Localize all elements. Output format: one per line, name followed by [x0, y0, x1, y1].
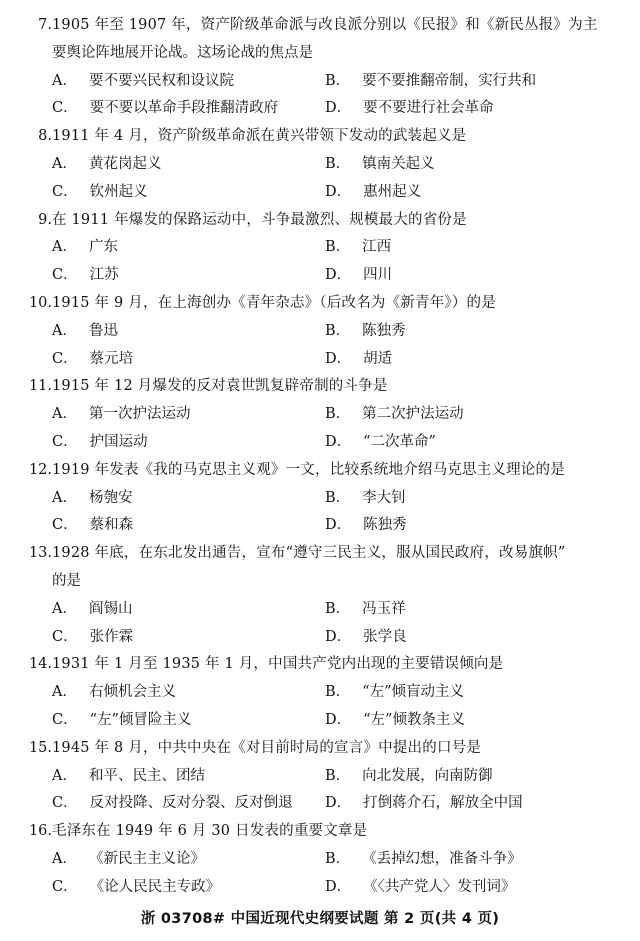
option-c [52, 429, 148, 457]
page-footer: 浙 03708# 中国近现代史纲要试题 第 2 页(共 4 页) [140, 911, 500, 927]
option-letter: B． [325, 239, 351, 256]
option-text: 《〈共产党人〉发刊词》 [363, 878, 516, 895]
option-text: 要不要推翻帝制，实行共和 [362, 72, 537, 89]
option-letter: B． [325, 155, 351, 172]
option-letter: A． [52, 322, 77, 339]
option-letter: C． [52, 183, 78, 200]
question-item [0, 540, 640, 651]
options-row [0, 874, 640, 902]
question-number: 14. [28, 656, 52, 673]
option-b [325, 401, 464, 429]
question-stem-text: 要舆论阵地展开论战。这场论战的焦点是 [52, 44, 313, 61]
option-letter: D． [325, 628, 352, 645]
question-stem-text: 1915 年 12 月爆发的反对袁世凯复辟帝制的斗争是 [52, 378, 388, 395]
option-d [325, 874, 515, 902]
option-letter: A． [52, 72, 77, 89]
option-text: 鲁迅 [88, 322, 118, 339]
option-d [325, 429, 436, 457]
option-b [325, 763, 493, 791]
option-b [325, 68, 536, 96]
option-a [52, 485, 132, 513]
option-letter: A． [52, 850, 77, 867]
option-text: 要不要以革命手段推翻清政府 [89, 100, 279, 117]
option-letter: D． [325, 878, 352, 895]
option-text: 阎锡山 [88, 600, 133, 617]
option-text: 蔡元培 [89, 350, 134, 367]
options-row [0, 512, 640, 540]
question-stem-line [0, 818, 640, 846]
question-item [0, 207, 640, 290]
question-stem-line [0, 12, 640, 40]
question-stem-line [0, 651, 640, 679]
question-item [0, 818, 640, 901]
option-d [325, 790, 523, 818]
option-c [52, 179, 148, 207]
option-letter: D． [325, 100, 352, 117]
option-b [325, 234, 391, 262]
option-text: 胡适 [363, 350, 393, 367]
options-row [0, 346, 640, 374]
option-text: 江苏 [89, 267, 119, 284]
question-stem-text: 在 1911 年爆发的保路运动中，斗争最激烈、规模最大的省份是 [52, 211, 467, 228]
option-text: 冯玉祥 [362, 600, 406, 617]
option-letter: A． [52, 600, 77, 617]
option-c [52, 512, 133, 540]
option-b [325, 151, 435, 179]
question-stem-continuation [0, 40, 640, 68]
option-text: 陈独秀 [363, 517, 407, 534]
option-letter: D． [325, 517, 352, 534]
option-letter: B． [325, 72, 351, 89]
option-letter: D． [325, 350, 352, 367]
option-letter: D． [325, 267, 352, 284]
question-item [0, 651, 640, 734]
option-letter: D． [325, 433, 352, 450]
option-text: 向北发展，向南防御 [362, 767, 493, 784]
option-letter: B． [325, 600, 351, 617]
question-stem-text: 1931 年 1 月至 1935 年 1 月，中国共产党内出现的主要错误倾向是 [52, 656, 504, 673]
option-letter: D． [325, 183, 352, 200]
option-b [325, 679, 464, 707]
question-stem-line [0, 207, 640, 235]
question-stem-text: 1911 年 4 月，资产阶级革命派在黄兴带领下发动的武装起义是 [52, 128, 467, 145]
option-b [325, 846, 522, 874]
options-row [0, 679, 640, 707]
option-letter: C． [52, 267, 78, 284]
option-text: 蔡和森 [89, 517, 134, 534]
option-text: 广东 [88, 239, 118, 256]
options-row [0, 262, 640, 290]
option-text: 钦州起义 [89, 183, 148, 200]
option-text: 护国运动 [89, 433, 148, 450]
option-c [52, 707, 191, 735]
question-number: 12. [28, 461, 52, 478]
option-text: “左”倾盲动主义 [362, 684, 464, 701]
option-text: 杨匏安 [88, 489, 133, 506]
options-row [0, 596, 640, 624]
option-text: “左”倾冒险主义 [89, 711, 192, 728]
option-a [52, 401, 190, 429]
option-c [52, 95, 278, 123]
option-text: 《新民主主义论》 [88, 850, 205, 867]
option-letter: C． [52, 100, 78, 117]
question-item [0, 735, 640, 818]
options-row [0, 707, 640, 735]
option-text: 镇南关起义 [362, 155, 435, 172]
option-text: 张学良 [363, 628, 407, 645]
question-item [0, 12, 640, 123]
option-text: 要不要进行社会革命 [363, 100, 494, 117]
options-row [0, 790, 640, 818]
option-text: 《论人民民主专政》 [89, 878, 221, 895]
question-number: 7. [38, 17, 52, 33]
question-stem-text: 的是 [52, 572, 81, 589]
question-stem-line [0, 290, 640, 318]
question-number: 9. [38, 211, 52, 228]
question-list [0, 12, 640, 902]
option-d [325, 262, 392, 290]
option-letter: A． [52, 767, 77, 784]
option-c [52, 790, 293, 818]
option-text: 要不要兴民权和设议院 [88, 72, 234, 89]
question-stem-line [0, 540, 640, 568]
option-text: 打倒蒋介石，解放全中国 [363, 795, 523, 812]
option-letter: C． [52, 628, 78, 645]
question-number: 8. [38, 128, 52, 145]
option-d [325, 707, 465, 735]
option-b [325, 596, 406, 624]
option-letter: A． [52, 155, 77, 172]
option-letter: B． [325, 767, 351, 784]
option-a [52, 68, 234, 96]
option-a [52, 679, 176, 707]
options-row [0, 401, 640, 429]
option-letter: B． [325, 322, 351, 339]
option-text: 反对投降、反对分裂、反对倒退 [89, 795, 293, 812]
option-letter: B． [325, 489, 351, 506]
option-letter: B． [325, 684, 351, 701]
question-number: 13. [28, 545, 52, 562]
option-letter: A． [52, 239, 77, 256]
option-c [52, 346, 133, 374]
question-item [0, 457, 640, 540]
option-text: “二次革命” [363, 433, 436, 450]
options-row [0, 151, 640, 179]
option-d [325, 95, 494, 123]
question-stem-text: 1905 年至 1907 年，资产阶级革命派与改良派分别以《民报》和《新民丛报》为主 [52, 17, 598, 33]
option-a [52, 846, 205, 874]
question-number: 11. [28, 378, 52, 395]
question-stem-continuation [0, 568, 640, 596]
question-item [0, 290, 640, 373]
option-d [325, 179, 421, 207]
question-stem-text: 毛泽东在 1949 年 6 月 30 日发表的重要文章是 [52, 823, 368, 840]
options-row [0, 624, 640, 652]
option-text: 右倾机会主义 [88, 684, 176, 701]
question-stem-text: 1928 年底，在东北发出通告，宣布“遵守三民主义，服从国民政府，改易旗帜” [52, 545, 566, 562]
option-text: 黄花岗起义 [88, 155, 162, 172]
option-letter: C． [52, 711, 78, 728]
option-b [325, 318, 406, 346]
option-letter: D． [325, 711, 352, 728]
option-letter: C． [52, 878, 78, 895]
option-text: 惠州起义 [363, 183, 422, 200]
question-stem-line [0, 735, 640, 763]
option-d [325, 624, 407, 652]
question-stem-line [0, 373, 640, 401]
options-row [0, 95, 640, 123]
option-letter: C． [52, 350, 78, 367]
option-d [325, 346, 392, 374]
options-row [0, 485, 640, 513]
option-c [52, 262, 119, 290]
option-text: 李大钊 [362, 489, 406, 506]
question-stem-line [0, 457, 640, 485]
question-number: 16. [28, 823, 52, 840]
options-row [0, 429, 640, 457]
option-text: “左”倾教条主义 [363, 711, 465, 728]
question-stem-line [0, 123, 640, 151]
option-letter: A． [52, 684, 77, 701]
option-text: 江西 [362, 239, 392, 256]
option-a [52, 151, 161, 179]
question-item [0, 123, 640, 206]
option-a [52, 596, 132, 624]
option-letter: C． [52, 517, 78, 534]
option-c [52, 874, 220, 902]
options-row [0, 234, 640, 262]
question-item [0, 373, 640, 456]
option-a [52, 234, 118, 262]
options-row [0, 179, 640, 207]
option-text: 《丢掉幻想，准备斗争》 [362, 850, 522, 867]
question-stem-text: 1915 年 9 月，在上海创办《青年杂志》（后改名为《新青年》）的是 [52, 294, 496, 311]
question-number: 15. [28, 739, 52, 756]
question-number: 10. [28, 294, 52, 311]
option-b [325, 485, 406, 513]
option-a [52, 318, 118, 346]
option-letter: B． [325, 850, 351, 867]
option-d [325, 512, 407, 540]
options-row [0, 763, 640, 791]
option-text: 第一次护法运动 [88, 406, 191, 423]
options-row [0, 318, 640, 346]
option-c [52, 624, 133, 652]
option-text: 和平、民主、团结 [88, 767, 205, 784]
option-letter: C． [52, 433, 78, 450]
question-stem-text: 1919 年发表《我的马克思主义观》一文，比较系统地介绍马克思主义理论的是 [52, 461, 565, 478]
option-text: 陈独秀 [362, 322, 406, 339]
option-text: 四川 [363, 267, 393, 284]
option-letter: D． [325, 795, 352, 812]
option-text: 张作霖 [89, 628, 134, 645]
question-stem-text: 1945 年 8 月，中共中央在《对目前时局的宣言》中提出的口号是 [52, 739, 482, 756]
option-letter: B． [325, 406, 351, 423]
option-letter: C． [52, 795, 78, 812]
options-row [0, 68, 640, 96]
option-letter: A． [52, 489, 77, 506]
option-a [52, 763, 205, 791]
option-letter: A． [52, 406, 77, 423]
option-text: 第二次护法运动 [362, 406, 464, 423]
options-row [0, 846, 640, 874]
